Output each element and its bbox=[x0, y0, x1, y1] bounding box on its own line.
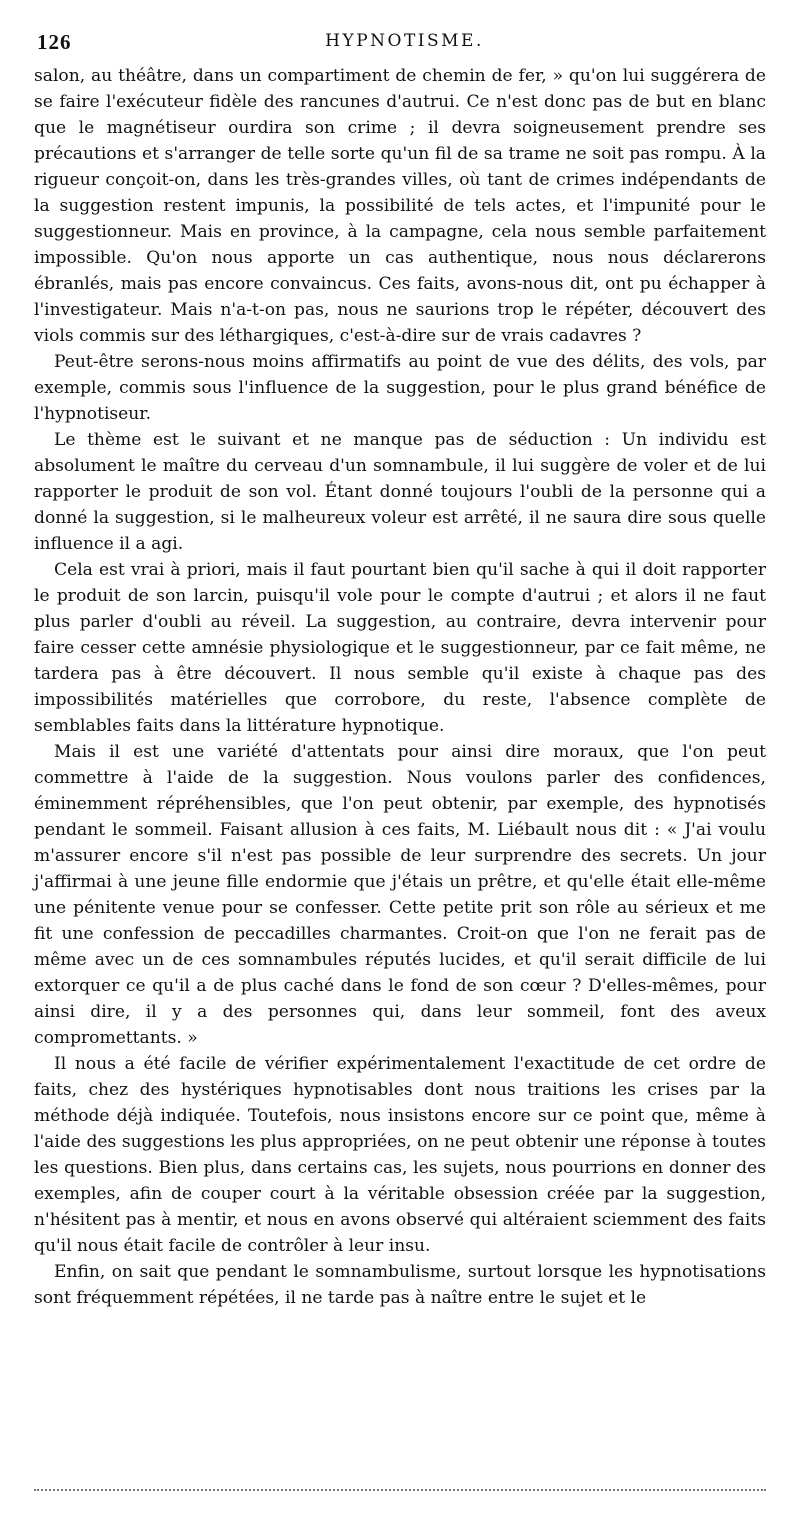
running-head bbox=[37, 30, 770, 60]
paragraph-a-priori: Cela est vrai à priori, mais il faut pourtant bien qu'il sache à qui il doit rapporter le produit de son larcin, puisqu'il vole pour le compte d'autrui ; et alors il ne faut plus parler d'oubli au réveil. La suggestion, au contraire, devra intervenir pour faire cesser cette amnésie physiologique et le suggestionneur, par ce fait même, ne tardera pas à être découvert. Il nous semble qu'il existe à chaque pas des impossibilités matérielles que corrobore, du reste, l'absence complète de semblables faits dans la littérature hypnotique. bbox=[34, 560, 766, 736]
paragraph-verification: Il nous a été facile de vérifier expérimentalement l'exactitude de cet ordre de faits, chez des hystériques hypnotisables dont nous traitions les crises par la méthode déjà indiquée. Toutefois, nous insistons encore sur ce point que, même à l'aide des suggestions les plus appropriées, on ne peut obtenir une réponse à toutes les questions. Bien plus, dans certains cas, les sujets, nous pourrions en donner des exemples, afin de couper court à la véritable obsession créée par la suggestion, n'hésitent pas à mentir, et nous en avons observé qui altéraient sciemment des faits qu'il nous était facile de contrôler à leur insu. bbox=[34, 1054, 766, 1256]
paragraph-delits: Peut-être serons-nous moins affirmatifs au point de vue des délits, des vols, par exemple, commis sous l'influence de la suggestion, pour le plus grand bénéfice de l'hypnotiseur. bbox=[34, 352, 766, 424]
paragraph-theme: Le thème est le suivant et ne manque pas de séduction : Un individu est absolument le maître du cerveau d'un somnambule, il lui suggère de voler et de lui rapporter le produit de son vol. Étant donné toujours l'oubli de la personne qui a donné la suggestion, si le malheureux voleur est arrêté, il ne saura dire sous quelle influence il a agi. bbox=[34, 430, 766, 554]
page-number: 126 bbox=[37, 30, 72, 54]
footer-dotted-rule bbox=[34, 1489, 766, 1491]
running-title: HYPNOTISME. bbox=[325, 31, 484, 51]
paragraph-attentats-moraux: Mais il est une variété d'attentats pour ainsi dire moraux, que l'on peut commettre à l'aide de la suggestion. Nous voulons parler des confidences, éminemment répréhensibles, que l'on peut obtenir, par exemple, des hypnotisés pendant le sommeil. Faisant allusion à ces faits, M. Liébault nous dit : « J'ai voulu m'assurer encore s'il n'est pas possible de leur surprendre des secrets. Un jour j'affirmai à une jeune fille endormie que j'étais un prêtre, et qu'elle était elle-même une pénitente venue pour se confesser. Cette petite prit son rôle au sérieux et me fit une confession de peccadilles charmantes. Croit-on que l'on ne ferait pas de même avec un de ces somnambules réputés lucides, et qu'il serait difficile de lui extorquer ce qu'il a de plus caché dans le fond de son cœur ? D'elles-mêmes, pour ainsi dire, il y a des personnes qui, dans leur sommeil, font des aveux compromettants. » bbox=[34, 742, 766, 1048]
paragraph-continuation: salon, au théâtre, dans un compartiment de chemin de fer, » qu'on lui suggérera de se faire l'exécuteur fidèle des rancunes d'autrui. Ce n'est donc pas de but en blanc que le magnétiseur ourdira son crime ; il devra soigneusement prendre ses précautions et s'arranger de telle sorte qu'un fil de sa trame ne soit pas rompu. À la rigueur conçoit-on, dans les très-grandes villes, où tant de crimes indépendants de la suggestion restent impunis, la possibilité de tels actes, et l'impunité pour le suggestionneur. Mais en province, à la campagne, cela nous semble parfaitement impossible. Qu'on nous apporte un cas authentique, nous nous déclarerons ébranlés, mais pas encore convaincus. Ces faits, avons-nous dit, ont pu échapper à l'investigateur. Mais n'a-t-on pas, nous ne saurions trop le répéter, découvert des viols commis sur des léthargiques, c'est-à-dire sur de vrais cadavres ? bbox=[34, 66, 766, 346]
body-text bbox=[34, 63, 766, 1311]
paragraph-enfin: Enfin, on sait que pendant le somnambulisme, surtout lorsque les hypnotisations sont fréquemment répétées, il ne tarde pas à naître entre le sujet et le bbox=[34, 1262, 766, 1308]
